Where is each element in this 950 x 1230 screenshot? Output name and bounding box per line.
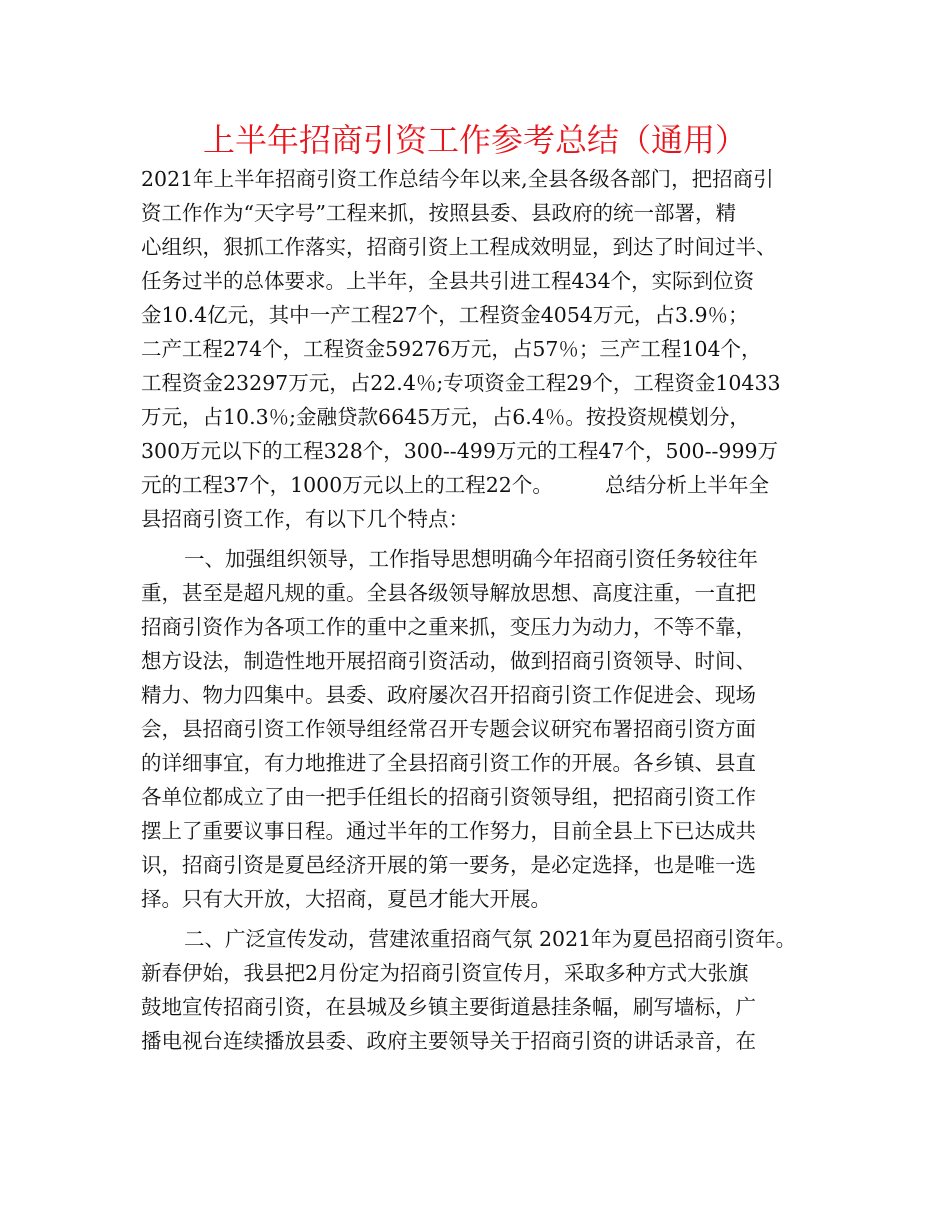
text-line: 心组织，狠抓工作落实，招商引资上工程成效明显，到达了时间过半、 [141,235,777,259]
text-line: 资工作作为“天字号”工程来抓，按照县委、县政府的统一部署，精 [141,201,736,225]
text-line: 精力、物力四集中。县委、政府屡次召开招商引资工作促进会、现场 [141,683,756,707]
text-line: 元的工程37个，1000万元以上的工程22个。 总结分析上半年全 [141,473,769,497]
text-line: 的详细事宜，有力地推进了全县招商引资工作的开展。各乡镇、县直 [141,751,756,775]
text-line: 招商引资作为各项工作的重中之重来抓，变压力为动力，不等不靠， [141,615,756,639]
document-title: 上半年招商引资工作参考总结（通用） [202,121,747,159]
text-line: 鼓地宣传招商引资，在县城及乡镇主要街道悬挂条幅，刷写墙标，广 [141,995,756,1019]
text-line: 会，县招商引资工作领导组经常召开专题会议研究布署招商引资方面 [141,717,756,741]
text-line: 摆上了重要议事日程。通过半年的工作努力，目前全县上下已达成共 [141,819,756,843]
text-line: 任务过半的总体要求。上半年，全县共引进工程434个，实际到位资 [141,269,755,293]
text-line: 一、加强组织领导，工作指导思想明确今年招商引资任务较往年 [184,547,758,571]
text-line: 识，招商引资是夏邑经济开展的第一要务，是必定选择，也是唯一选 [141,853,756,877]
text-line: 万元，占10.3％;金融贷款6645万元，占6.4％。按投资规模划分， [141,405,750,429]
text-line: 县招商引资工作，有以下几个特点： [141,507,469,531]
text-line: 工程资金23297万元，占22.4％;专项资金工程29个，工程资金10433 [141,371,781,395]
text-line: 二产工程274个，工程资金59276万元，占57％；三产工程104个， [141,337,762,361]
paragraph-summary [141,162,823,536]
text-line: 播电视台连续播放县委、政府主要领导关于招商引资的讲话录音，在 [141,1029,756,1053]
text-line: 择。只有大开放，大招商，夏邑才能大开展。 [141,887,551,911]
paragraph-organization [141,542,823,916]
paragraph-publicity [141,922,823,1058]
text-line: 各单位都成立了由一把手任组长的招商引资领导组，把招商引资工作 [141,785,756,809]
text-line: 金10.4亿元，其中一产工程27个，工程资金4054万元，占3.9％； [141,303,749,327]
text-line: 2021年上半年招商引资工作总结今年以来,全县各级各部门，把招商引 [141,167,774,191]
text-line: 新春伊始，我县把2月份定为招商引资宣传月，采取多种方式大张旗 [141,961,749,985]
text-line: 300万元以下的工程328个，300--499万元的工程47个，500--999万 [141,439,779,463]
document-body [141,162,823,1058]
text-line: 想方设法，制造性地开展招商引资活动，做到招商引资领导、时间、 [141,649,756,673]
text-line: 重，甚至是超凡规的重。全县各级领导解放思想、高度注重，一直把 [141,581,756,605]
text-line: 二、广泛宣传发动，营建浓重招商气氛 2021年为夏邑招商引资年。 [184,927,797,951]
